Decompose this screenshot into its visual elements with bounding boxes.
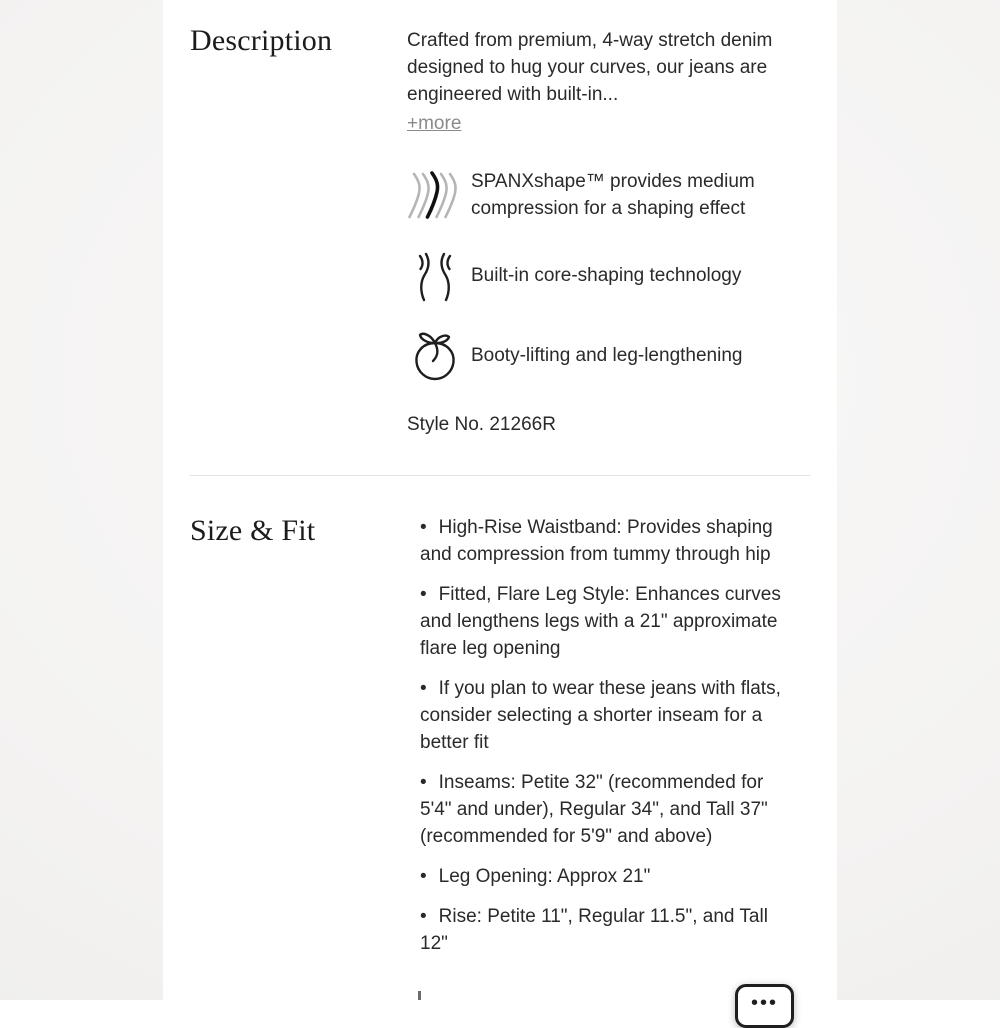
partial-next-line-glyph (418, 991, 421, 1000)
compression-lines-icon (407, 167, 463, 223)
more-link[interactable]: +more (407, 113, 462, 134)
peach-icon (407, 327, 463, 383)
list-item: • Inseams: Petite 32" (recommended for 5'4" and under), Regular 34", and Tall 37" (recommended for 5'9" and above) (420, 769, 791, 850)
waist-silhouette-icon (407, 247, 463, 303)
size-fit-list (407, 514, 791, 957)
description-content-column (407, 24, 810, 438)
feature-row-compression (407, 167, 810, 223)
list-item: • Leg Opening: Approx 21" (420, 863, 791, 890)
size-fit-section (190, 476, 810, 970)
description-heading: Description (190, 24, 333, 57)
more-options-button[interactable] (735, 984, 794, 1028)
style-number: Style No. 21266R (407, 414, 556, 435)
feature-text: Built-in core-shaping technology (471, 264, 742, 286)
ellipsis-icon: ••• (750, 992, 778, 1014)
list-item: • High-Rise Waistband: Provides shaping and compression from tummy through hip (420, 514, 791, 568)
list-item: • Rise: Petite 11", Regular 11.5", and Tall 12" (420, 903, 791, 957)
description-text: Crafted from premium, 4-way stretch denim designed to hug your curves, our jeans are engineered with built-in... (407, 30, 773, 105)
size-fit-label-column (190, 514, 407, 970)
description-label-column (190, 24, 407, 438)
size-fit-heading: Size & Fit (190, 514, 316, 547)
size-fit-content-column (407, 514, 810, 970)
feature-row-booty-lifting (407, 327, 810, 383)
feature-list (407, 167, 810, 383)
feature-text: Booty-lifting and leg-lengthening (471, 344, 743, 366)
product-details-card (163, 0, 837, 1014)
list-item: • Fitted, Flare Leg Style: Enhances curves and lengthens legs with a 21" approximate flare leg opening (420, 581, 791, 662)
feature-row-core-shaping (407, 247, 810, 303)
description-section (190, 0, 810, 438)
feature-text: SPANXshape™ provides medium compression for a shaping effect (471, 171, 755, 219)
list-item: • If you plan to wear these jeans with flats, consider selecting a shorter inseam for a better fit (420, 675, 791, 756)
